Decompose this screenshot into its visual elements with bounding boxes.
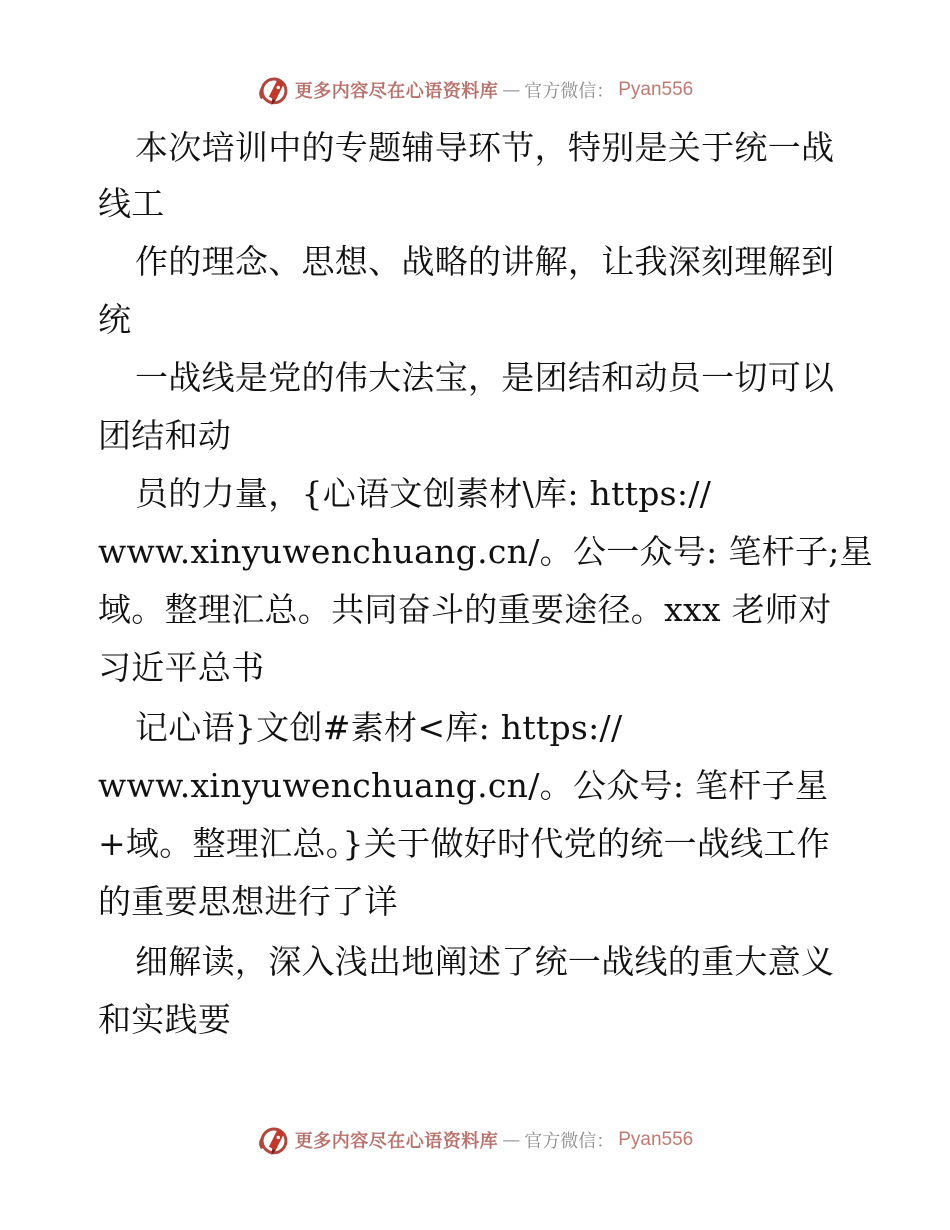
header-wechat-label: 官方微信： bbox=[524, 81, 615, 102]
footer-brand-text: 更多内容尽在心语资料库 bbox=[294, 1131, 499, 1152]
body-line-16: 和实践要 bbox=[98, 1000, 232, 1039]
footer-wechat-id: Pyan556 bbox=[618, 1129, 694, 1150]
footer-banner-content bbox=[257, 1123, 694, 1157]
header-wechat-id: Pyan556 bbox=[618, 79, 694, 100]
header-brand-text: 更多内容尽在心语资料库 bbox=[294, 81, 499, 102]
body-line-7: 员的力量，{心语文创素材\库: https:// bbox=[135, 474, 712, 513]
pen-nib-logo-icon bbox=[257, 73, 291, 107]
body-line-10: 习近平总书 bbox=[98, 648, 265, 687]
body-line-15: 细解读，深入浅出地阐述了统一战线的重大意义 bbox=[135, 942, 835, 981]
body-line-14: 的重要思想进行了详 bbox=[98, 882, 398, 921]
body-line-1: 本次培训中的专题辅导环节，特别是关于统一战 bbox=[135, 128, 835, 167]
header-separator: — bbox=[502, 79, 521, 101]
footer-wechat-label: 官方微信： bbox=[524, 1131, 615, 1152]
body-line-5: 一战线是党的伟大法宝，是团结和动员一切可以 bbox=[135, 358, 835, 397]
body-line-13: +域。整理汇总。}关于做好时代党的统一战线工作 bbox=[98, 824, 831, 863]
body-line-11: 记心语}文创#素材<库: https:// bbox=[135, 708, 623, 747]
body-line-3: 作的理念、思想、战略的讲解，让我深刻理解到 bbox=[135, 242, 835, 281]
footer-separator: — bbox=[502, 1129, 521, 1151]
pen-nib-logo-icon bbox=[257, 1123, 291, 1157]
body-line-6: 团结和动 bbox=[98, 416, 232, 455]
body-line-8: www.xinyuwenchuang.cn/。公一众号: 笔杆子;星 bbox=[98, 532, 873, 571]
footer-banner bbox=[0, 1120, 950, 1160]
body-line-12: www.xinyuwenchuang.cn/。公众号: 笔杆子星 bbox=[98, 766, 829, 805]
body-line-2: 线工 bbox=[98, 184, 165, 223]
body-line-4: 统 bbox=[98, 300, 132, 339]
header-banner bbox=[0, 70, 950, 110]
header-banner-content bbox=[257, 73, 694, 107]
body-line-9: 域。整理汇总。共同奋斗的重要途径。xxx 老师对 bbox=[98, 590, 832, 629]
